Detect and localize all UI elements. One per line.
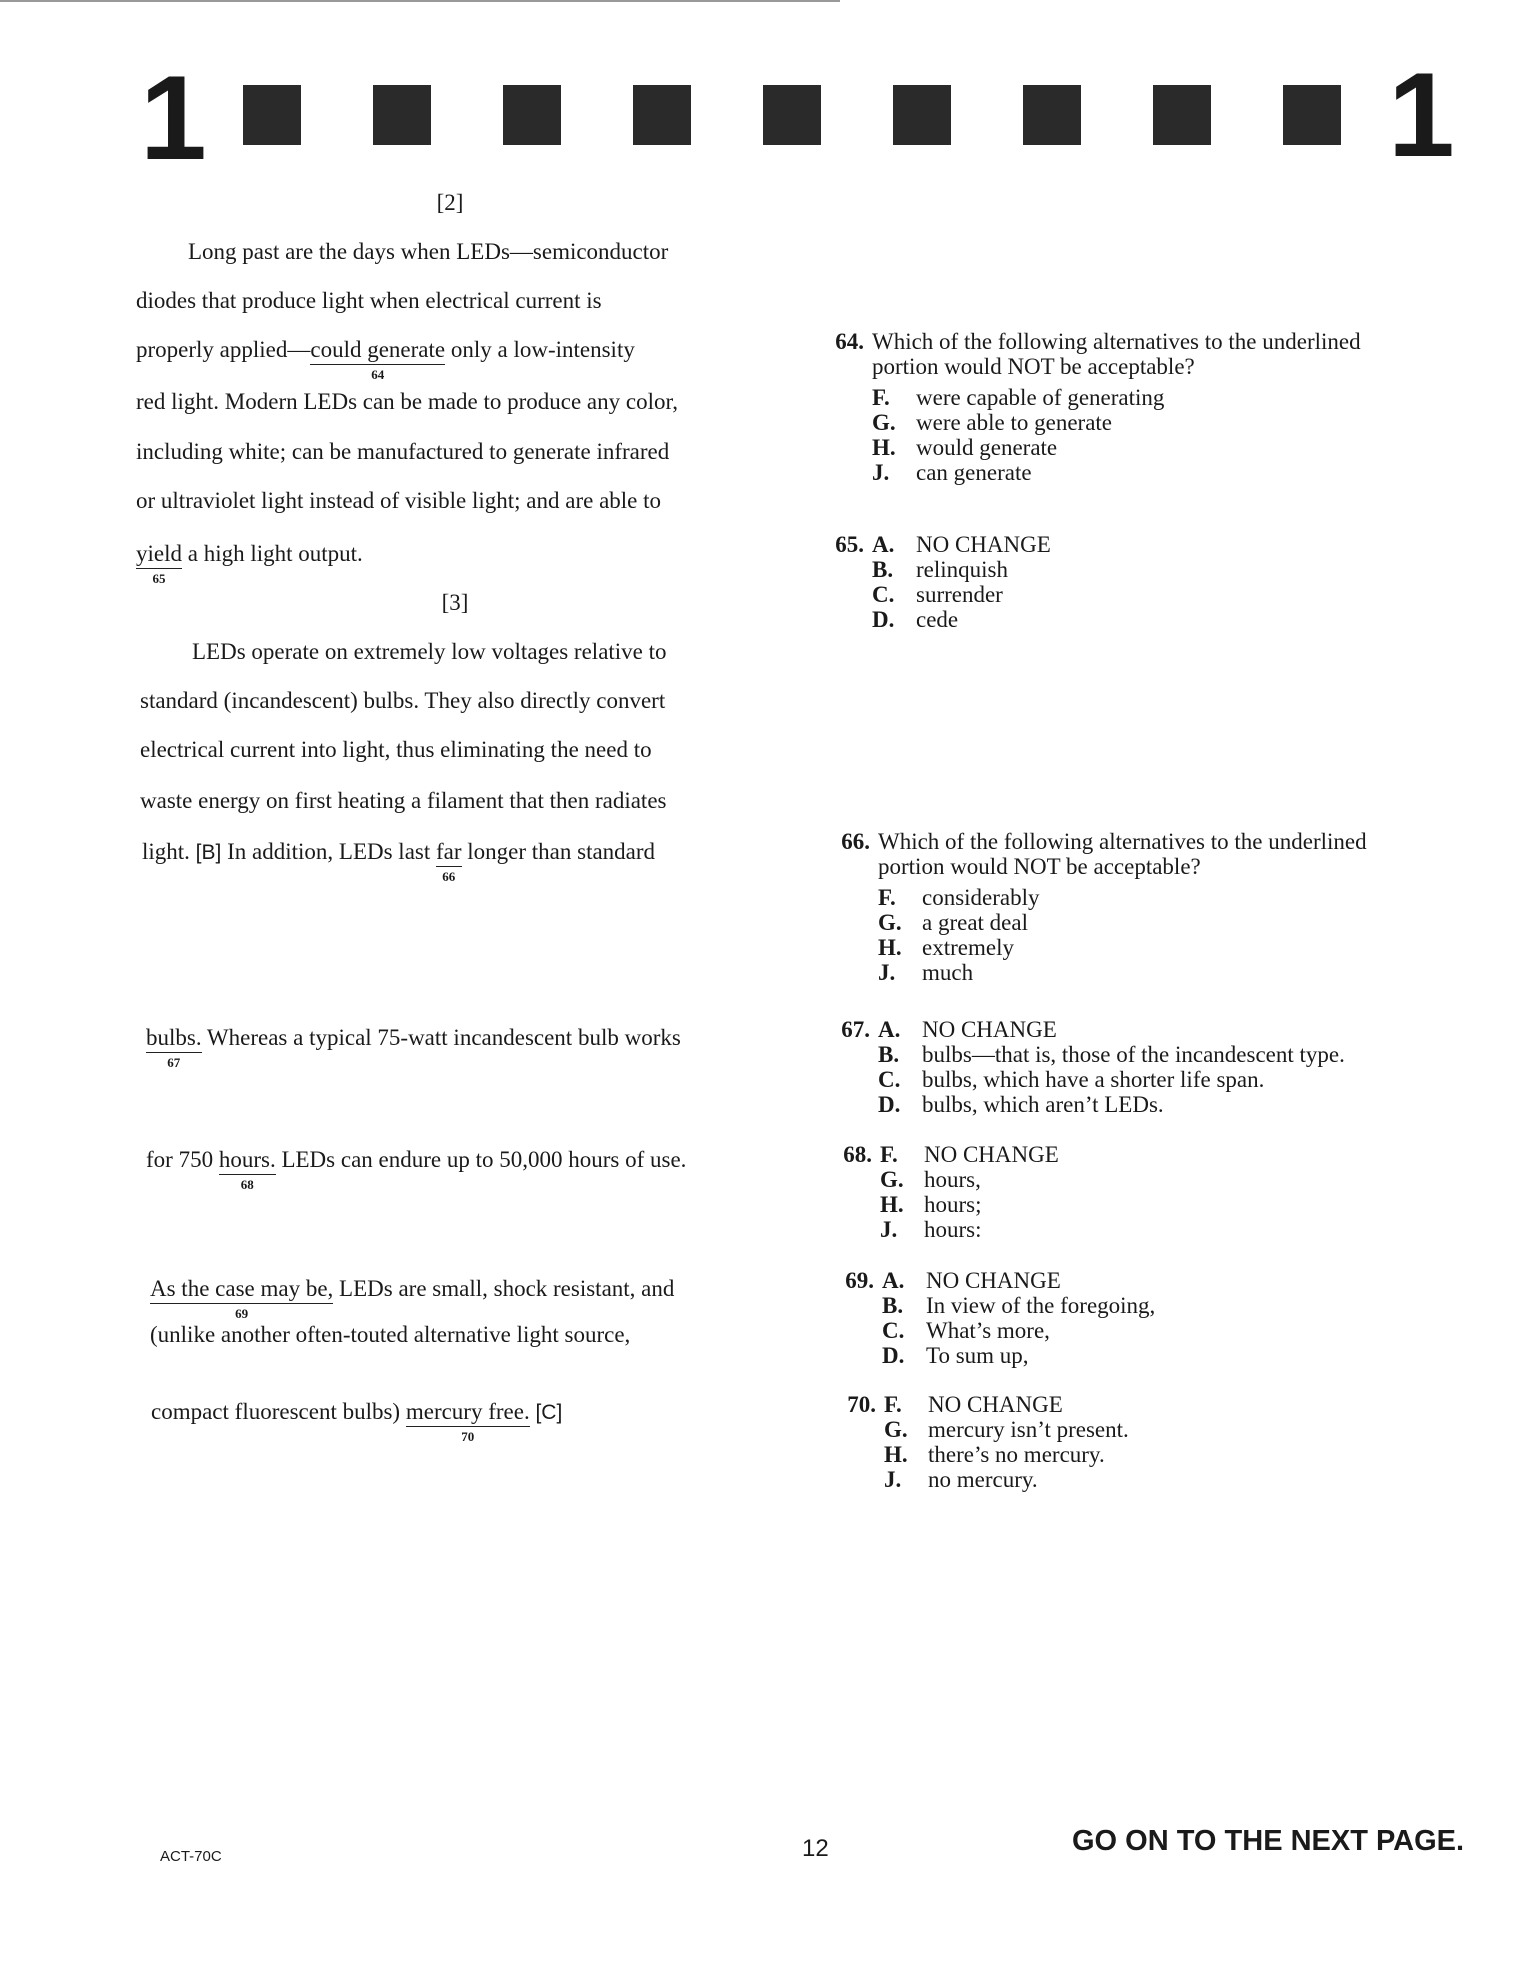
answer-option-j[interactable]: J. no mercury. — [884, 1467, 1038, 1492]
answer-option-c[interactable]: C. surrender — [872, 582, 1003, 607]
page-number: 12 — [802, 1835, 829, 1862]
section-marker-square — [1023, 85, 1081, 145]
answer-option-g[interactable]: G. were able to generate — [872, 410, 1113, 435]
question-ref-66: 66 — [442, 869, 456, 884]
answer-option-a[interactable]: A. NO CHANGE — [882, 1268, 1061, 1293]
passage-line: red light. Modern LEDs can be made to produce any color, — [136, 389, 678, 414]
question-65: 65. A. NO CHANGE B. relinquish C. surrender D. cede — [820, 532, 1220, 632]
passage-line: properly applied—could generate 64 only a low-intensity — [136, 337, 635, 382]
underlined-portion-68[interactable]: hours. 68 — [218, 1147, 276, 1192]
answer-option-a[interactable]: A. NO CHANGE — [878, 1017, 1057, 1042]
answer-option-h[interactable]: H. hours; — [880, 1192, 982, 1217]
paragraph-label-2: [2] — [436, 190, 464, 215]
passage-line: standard (incandescent) bulbs. They also directly convert — [140, 688, 666, 713]
section-marker-square — [373, 85, 431, 145]
underlined-portion-70[interactable]: mercury free. 70 — [405, 1399, 530, 1444]
underlined-portion-69[interactable]: As the case may be, 69 — [150, 1276, 334, 1321]
answer-option-f[interactable]: F. NO CHANGE — [884, 1392, 1063, 1417]
question-ref-69: 69 — [235, 1306, 249, 1321]
question-ref-68: 68 — [240, 1177, 254, 1192]
answer-option-f[interactable]: F. were capable of generating — [872, 385, 1165, 410]
passage-line: compact fluorescent bulbs) mercury free. 70 [C] — [151, 1399, 563, 1444]
passage-line: including white; can be manufactured to generate infrared — [136, 439, 670, 464]
question-ref-65: 65 — [152, 571, 166, 586]
answer-option-h[interactable]: H. would generate — [872, 435, 1058, 460]
passage-line: electrical current into light, thus eliminating the need to — [140, 737, 652, 762]
paragraph-label-3: [3] — [441, 590, 469, 615]
scan-top-edge — [0, 0, 840, 2]
answer-option-j[interactable]: J. much — [878, 960, 974, 985]
answer-option-b[interactable]: B. bulbs—that is, those of the incandescent type. — [878, 1042, 1345, 1067]
question-ref-64: 64 — [371, 367, 385, 382]
answer-option-h[interactable]: H. there’s no mercury. — [884, 1442, 1105, 1467]
question-ref-67: 67 — [167, 1055, 181, 1070]
answer-option-c[interactable]: C. What’s more, — [882, 1318, 1050, 1343]
question-69: 69. A. NO CHANGE B. In view of the foregoing, C. What’s more, D. To sum up, — [830, 1268, 1330, 1368]
underlined-portion-67[interactable]: bulbs. 67 — [146, 1025, 202, 1070]
section-marker-square — [503, 85, 561, 145]
section-marker-square — [1283, 85, 1341, 145]
answer-option-b[interactable]: B. relinquish — [872, 557, 1008, 582]
passage-line: (unlike another often-touted alternative light source, — [150, 1322, 631, 1347]
question-ref-70: 70 — [461, 1429, 475, 1444]
answer-option-f[interactable]: F. considerably — [878, 885, 1040, 910]
section-marker-square — [1153, 85, 1211, 145]
insertion-marker-b: [B] — [195, 841, 222, 864]
section-marker-square — [243, 85, 301, 145]
section-marker-square — [633, 85, 691, 145]
section-marker-square — [763, 85, 821, 145]
question-67: 67. A. NO CHANGE B. bulbs—that is, those of the incandescent type. C. bulbs, which have a shorter life span. D. bulbs, which aren’t LEDs. — [826, 1017, 1476, 1117]
passage-line: yield 65 a high light output. — [136, 541, 363, 586]
section-number-left: 1 — [140, 51, 207, 185]
section-number-right: 1 — [1388, 48, 1455, 182]
answer-option-c[interactable]: C. bulbs, which have a shorter life span. — [878, 1067, 1265, 1092]
question-66: 66. Which of the following alternatives to the underlined portion would NOT be acceptable? F. considerably G. a great deal H. extremely J. much — [826, 829, 1476, 985]
underlined-portion-66[interactable]: far 66 — [436, 839, 462, 884]
passage-line: bulbs. 67 Whereas a typical 75-watt incandescent bulb works — [146, 1025, 681, 1070]
passage-line: or ultraviolet light instead of visible light; and are able to — [136, 488, 662, 513]
answer-option-d[interactable]: D. To sum up, — [882, 1343, 1029, 1368]
answer-option-a[interactable]: A. NO CHANGE — [872, 532, 1051, 557]
insertion-marker-c: [C] — [535, 1401, 563, 1424]
answer-option-j[interactable]: J. can generate — [872, 460, 1032, 485]
answer-option-h[interactable]: H. extremely — [878, 935, 1014, 960]
answer-option-g[interactable]: G. hours, — [880, 1167, 981, 1192]
passage-line: diodes that produce light when electrical current is — [136, 288, 602, 313]
passage-line: for 750 hours. 68 LEDs can endure up to 50,000 hours of use. — [146, 1147, 687, 1192]
passage-line: LEDs operate on extremely low voltages relative to — [192, 639, 667, 664]
question-70: 70. F. NO CHANGE G. mercury isn’t present. H. there’s no mercury. J. no mercury. — [832, 1392, 1332, 1492]
passage-line: As the case may be, 69 LEDs are small, shock resistant, and — [150, 1276, 675, 1321]
section-marker-square — [893, 85, 951, 145]
answer-option-f[interactable]: F. NO CHANGE — [880, 1142, 1059, 1167]
underlined-portion-64[interactable]: could generate 64 — [310, 337, 446, 382]
answer-option-j[interactable]: J. hours: — [880, 1217, 982, 1242]
passage-line: Long past are the days when LEDs—semiconductor — [188, 239, 669, 264]
passage-line: light. [B] In addition, LEDs last far 66 longer than standard — [142, 839, 656, 884]
answer-option-b[interactable]: B. In view of the foregoing, — [882, 1293, 1156, 1318]
answer-option-g[interactable]: G. a great deal — [878, 910, 1028, 935]
answer-option-d[interactable]: D. bulbs, which aren’t LEDs. — [878, 1092, 1164, 1117]
answer-option-g[interactable]: G. mercury isn’t present. — [884, 1417, 1129, 1442]
test-code: ACT-70C — [160, 1848, 222, 1865]
answer-option-d[interactable]: D. cede — [872, 607, 959, 632]
next-page-instruction: GO ON TO THE NEXT PAGE. — [1072, 1825, 1465, 1857]
passage-line: waste energy on first heating a filament that then radiates — [140, 788, 667, 813]
question-64: 64. Which of the following alternatives to the underlined portion would NOT be acceptable? F. were capable of generating G. were able to generate H. would generate J. can generate — [820, 329, 1470, 485]
underlined-portion-65[interactable]: yield 65 — [136, 541, 182, 586]
question-68: 68. F. NO CHANGE G. hours, H. hours; J. hours: — [828, 1142, 1328, 1242]
